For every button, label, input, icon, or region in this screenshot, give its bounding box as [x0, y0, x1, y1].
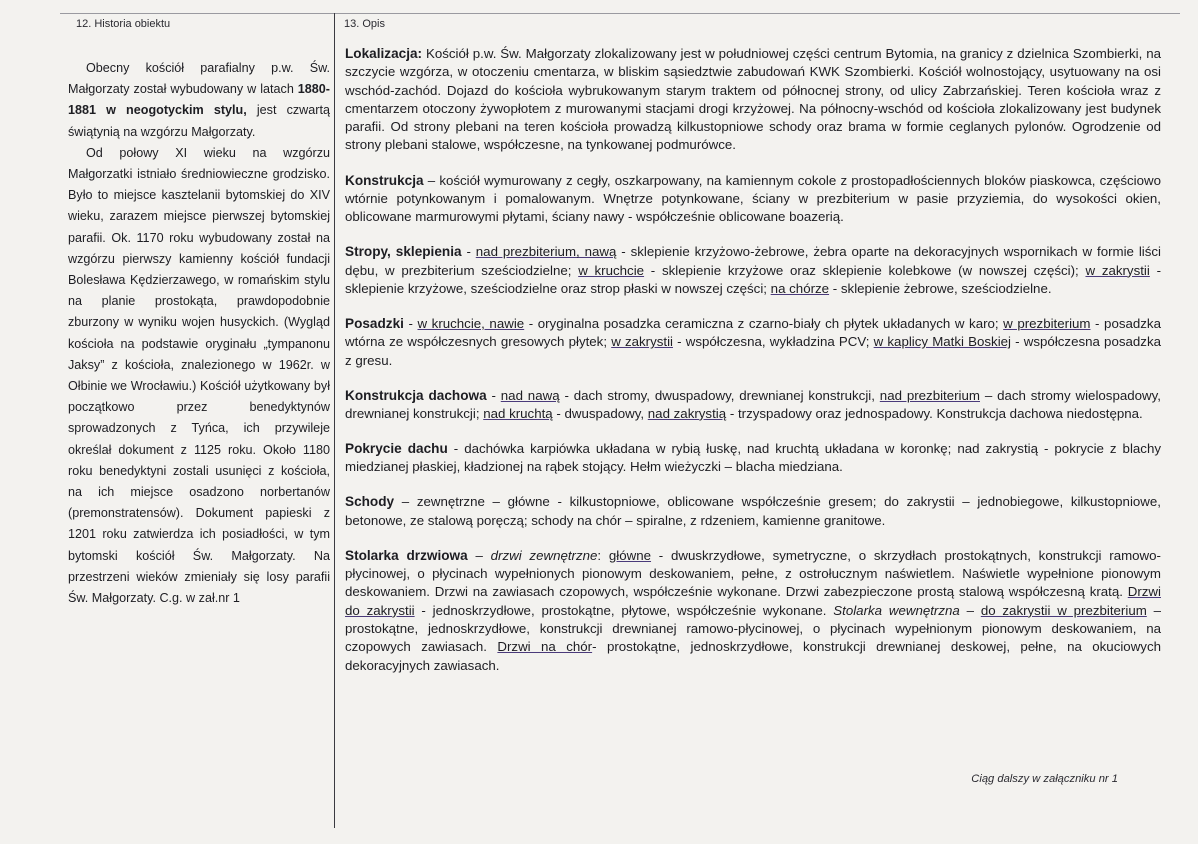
schody-paragraph: Schody – zewnętrzne – główne - kilkustopniowe, oblicowane współcześnie gresem; do zakrystii – jednobiegowe, kilkustopniowe, betonowe, ze stalową poręczą; schody na chór – spiralne, z rdzeniem, kamienne granitowe. [345, 494, 1161, 528]
konstrukcja-paragraph: Konstrukcja – kościół wymurowany z cegły, oszkarpowany, na kamiennym cokole z prostopadłościennych bloków piaskowca, częściowo wtórnie potynkowanym i pomalowanym. Wnętrze potynkowane, ściany w prezbiterium w pasie przyziemia, do wysokości okien, oblicowane marmurowymi płytami, ściany nawy - współcześnie oblicowane boazerią. [345, 172, 1161, 225]
section-label: Stropy, sklepienia [345, 244, 462, 260]
top-rule [60, 13, 1180, 14]
historia-column [68, 58, 330, 609]
posadzki-paragraph: Posadzki - w kruchcie, nawie - oryginalna posadzka ceramiczna z czarno-biały ch płytek układanych w karo; w prezbiterium - posadzka wtórna ze współczesnych gresowych płytek; w zakrystii - współczesna, wykładzina PCV; w kaplicy Matki Boskiej - współczesna posadzka z gresu. [345, 315, 1161, 368]
historia-emphasis: 1880-1881 w neogotyckim stylu, [68, 82, 330, 118]
opis-column [345, 45, 1161, 691]
historia-header: 12. Historia obiektu [76, 18, 171, 30]
section-label: Stolarka drzwiowa [345, 547, 468, 563]
section-label: Posadzki [345, 315, 404, 331]
continuation-note: Ciąg dalszy w załączniku nr 1 [971, 773, 1118, 785]
stolarka-paragraph: Stolarka drzwiowa – drzwi zewnętrzne: główne - dwuskrzydłowe, symetryczne, o skrzydłach prostokątnych, konstrukcji ramowo-płycinowej, o płycinach wypełnionych pionowym deskowaniem, pełne, z ostrołucznym naświetlem. Naświetle wypełnione pionowym deskowaniem. Drzwi na zawiasach czopowych, współcześnie wykonane. Drzwi zabezpieczone prostą stalową współczesną kratą. Drzwi do zakrystii - jednoskrzydłowe, prostokątne, płytowe, współcześnie wykonane. Stolarka wewnętrzna – do zakrystii w prezbiterium – prostokątne, jednoskrzydłowe, konstrukcji drewnianej ramowo-płycinowej, o płycinach wypełnionym pionowym deskowaniem, na czopowych zawiasach. Drzwi na chór- prostokątne, jednoskrzydłowe, konstrukcji drewnianej deskowej, pełne, na okuciowych dekoracyjnych zawiasach. [345, 547, 1161, 673]
historia-paragraph-2: Od połowy XI wieku na wzgórzu Małgorzatki istniało średniowieczne grodzisko. Było to miejsce kasztelanii bytomskiej do XIV wieku, zarazem miejsce pierwszej bytomskiej parafii. Ok. 1170 roku wybudowany został na wzgórzu pierwszy kamienny kościół fundacji Bolesława Kędzierzawego, w romańskim stylu na planie prostokąta, prawdopodobnie zburzony w wyniku wojen husyckich. (Wygląd kościoła na podstawie oryginału „tympanonu Jaksy” z kościoła, znalezionego w 1962r. w Ołbinie we Wrocławiu.) Kościół użytkowany był początkowo przez benedyktynów sprowadzonych z Tyńca, ich przywileje określał dokument z 1125 roku. Około 1180 roku benedyktyni zostali usunięci z kościoła, na ich miejsce osadzono norbertanów (premonstratensów). Dokument papieski z 1201 roku zatwierdza ich posiadłości, w tym bytomski kościół Św. Małgorzaty. Na przestrzeni wieków zmieniały się losy parafii Św. Małgorzaty. C.g. w zał.nr 1 [68, 145, 330, 606]
konstrukcja-dachowa-paragraph: Konstrukcja dachowa - nad nawą - dach stromy, dwuspadowy, drewnianej konstrukcji, nad prezbiterium – dach stromy wielospadowy, drewnianej konstrukcji; nad kruchtą - dwuspadowy, nad zakrystią - trzyspadowy oraz jednospadowy. Konstrukcja dachowa niedostępna. [345, 387, 1161, 421]
lokalizacja-paragraph: Lokalizacja: Kościół p.w. Św. Małgorzaty zlokalizowany jest w południowej części centrum Bytomia, na granicy z dzielnica Szombierki, na szczycie wzgórza, w otoczeniu cmentarza, w bliskim sąsiedztwie zabudowań KWK Szombierki. Kościół wolnostojący, usytuowany na osi wschód-zachód. Dojazd do kościoła wybrukowanym starym traktem od północnej strony, od ulicy Zabrzańskiej. Teren kościoła wraz z cmentarzem otoczony żywopłotem z murowanymi stacjami drogi krzyżowej. Na północny-wschód od kościoła zlokalizowany jest budynek parafii. Od strony plebani na teren kościoła prowadzą kilkustopniowe schody oraz brama w formie ceglanych pylonów. Ogrodzenie od strony plebani stalowe, współczesne, na tynkowanej podmurówce. [345, 46, 1161, 153]
section-label: Pokrycie dachu [345, 441, 448, 457]
section-label: Schody [345, 494, 395, 510]
section-label: Konstrukcja dachowa [345, 387, 487, 403]
opis-header: 13. Opis [344, 18, 385, 30]
pokrycie-paragraph: Pokrycie dachu - dachówka karpiówka układana w rybią łuskę, nad kruchtą układana w koronkę; nad zakrystią - pokrycie z blachy miedzianej płaskiej, kładzionej na rąbek stojący. Hełm wieżyczki – blacha miedziana. [345, 441, 1161, 475]
historia-paragraph-1: Obecny kościół parafialny p.w. Św. Małgorzaty został wybudowany w latach 1880-1881 w neogotyckim stylu, jest czwartą świątynią na wzgórzu Małgorzaty. [68, 61, 330, 139]
column-divider [334, 13, 335, 828]
section-label: Lokalizacja: [345, 46, 423, 61]
stropy-paragraph: Stropy, sklepienia - nad prezbiterium, nawą - sklepienie krzyżowo-żebrowe, żebra oparte na dekoracyjnych wspornikach w formie liści dębu, w prezbiterium sześciodzielne; w kruchcie - sklepienie krzyżowe oraz sklepienie kolebkowe (w nowszej części); w zakrystii - sklepienie krzyżowe, sześciodzielne oraz strop płaski w nowszej części; na chórze - sklepienie żebrowe, sześciodzielne. [345, 244, 1162, 296]
section-label: Konstrukcja [345, 172, 424, 188]
